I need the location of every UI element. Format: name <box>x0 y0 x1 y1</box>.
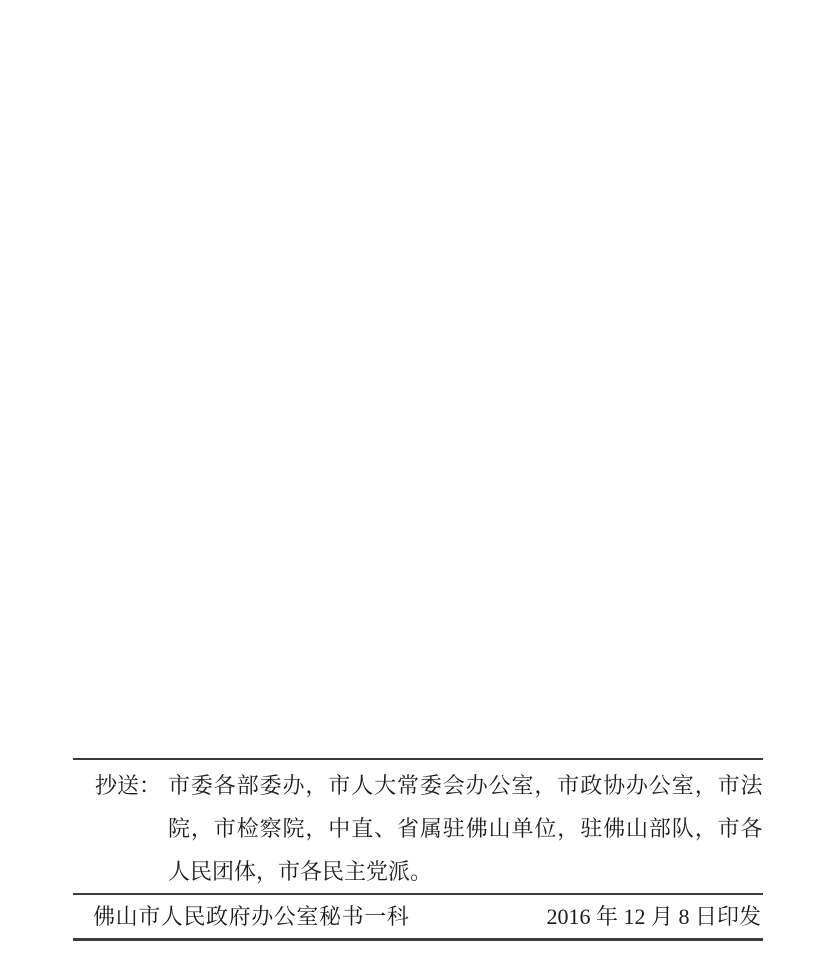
print-date: 2016 年 12 月 8 日印发 <box>546 904 761 929</box>
colophon-block <box>73 758 763 941</box>
divider-bottom <box>73 938 763 941</box>
copy-to-line <box>95 764 763 807</box>
copy-to-line-3: 人民团体，市各民主党派。 <box>168 859 433 884</box>
copy-to-line-1: 市委各部委办，市人大常委会办公室，市政协办公室，市法 <box>168 773 764 798</box>
copy-to-label: 抄送： <box>95 773 162 798</box>
copy-to-line <box>95 850 763 893</box>
print-info-row <box>73 895 763 938</box>
printing-office: 佛山市人民政府办公室秘书一科 <box>93 904 410 929</box>
copy-to-line-2: 院，市检察院，中直、省属驻佛山单位，驻佛山部队，市各 <box>168 816 764 841</box>
copy-to-section <box>73 760 763 893</box>
copy-to-line <box>95 807 763 850</box>
